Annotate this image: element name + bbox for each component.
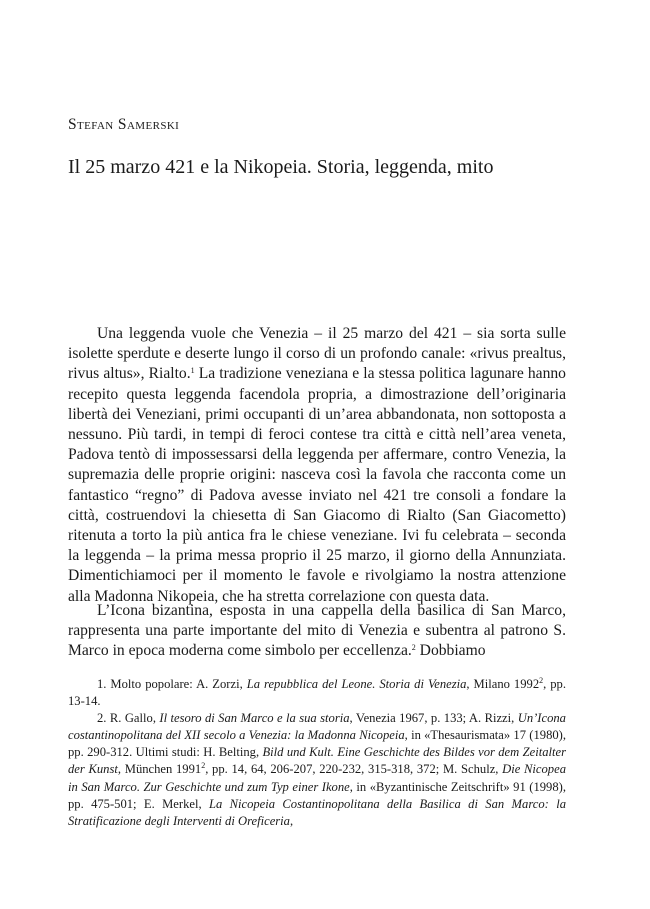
footnote-italic: Il tesoro di San Marco e la sua storia	[159, 711, 350, 726]
footnote-italic: La repubblica del Leone. Storia di Venezia	[246, 677, 467, 691]
footnote-text: 2. R. Gallo,	[97, 711, 160, 726]
footnote-2	[68, 710, 566, 830]
footnote-text: , in «Thesaurismata» 17 (1980), pp. 290-312. Ultimi studi: H. Belting,	[68, 728, 566, 760]
footnote-text: , Venezia 1967, p. 133; A. Rizzi,	[349, 711, 518, 726]
footnote-italic: Die Nicopea in San Marco. Zur Geschichte und zum Typ einer Ikone	[68, 762, 566, 794]
footnote-text: , in «Byzantinische Zeitschrift» 91 (1998), pp. 475-501; E. Merkel,	[68, 779, 566, 811]
footnotes	[68, 676, 566, 830]
body-paragraph-2	[68, 601, 566, 662]
footnote-text: , pp. 14, 64, 206-207, 220-232, 315-318, 372; M. Schulz,	[205, 762, 503, 777]
author-name: Stefan Samerski	[68, 116, 180, 133]
paragraph-text: La tradizione veneziana e la stessa politica lagunare hanno recepito questa leggenda facendola propria, a dimostrazione dell’originaria libertà dei Veneziani, primi occupanti di un’area abbandonata, non sottoposta a nessuno. Più tardi, in tempi di feroci contese tra città e città nell’area veneta, Padova tentò di impossessarsi della leggenda per affermare, contro Venezia, la supremazia delle proprie origini: nasceva così la favola che racconta come un fantastico “regno” di Padova avesse inviato nel 421 tre consoli a fondare la città, costruendovi la chiesetta di San Giacomo di Rialto (San Giacometto) ritenuta a torto la più antica fra le chiese veneziane. Ivi fu celebrata – seconda la leggenda – la prima messa proprio il 25 marzo, il giorno della Annunziata. Dimentichiamoci per il momento le favole e rivolgiamo la nostra attenzione alla Madonna Nikopeia, che ha stretta correlazione con questa data.	[68, 365, 566, 605]
footnote-text: , Milano 1992	[466, 677, 540, 691]
edition-superscript: 2	[539, 676, 544, 685]
footnote-text: , pp. 13-14.	[68, 677, 567, 709]
body-paragraph-1	[68, 324, 566, 607]
footnote-italic: Bild und Kult. Eine Geschichte des Bildes vor dem Zeitalter der Kunst	[68, 745, 566, 777]
paragraph-text: L’Icona bizantina, esposta in una cappella della basilica di San Marco, rappresenta una parte importante del mito di Venezia e subentra al patrono S. Marco in epoca moderna come simbolo per eccellenza.	[68, 602, 566, 660]
footnote-1	[68, 676, 566, 710]
footnote-italic: La Nicopeia Costantinopolitana della Basilica di San Marco: la Stratificazione degli Interventi di Oreficeria	[68, 796, 566, 828]
footnote-text: 1. Molto popolare: A. Zorzi,	[97, 677, 247, 691]
footnote-text: ,	[289, 813, 294, 828]
footnote-ref-1[interactable]: 1	[190, 366, 195, 376]
footnote-ref-2[interactable]: 2	[411, 643, 416, 653]
footnote-text: , München 1991	[117, 762, 202, 777]
article-title: Il 25 marzo 421 e la Nikopeia. Storia, leggenda, mito	[68, 156, 494, 178]
paragraph-text: Una leggenda vuole che Venezia – il 25 marzo del 421 – sia sorta sulle isolette sperdute e deserte lungo il corso di un profondo canale: «rivus prealtus, rivus altus», Rialto.	[68, 325, 566, 383]
edition-superscript: 2	[201, 761, 206, 771]
footnote-italic: Un’Icona costantinopolitana del XII secolo a Venezia: la Madonna Nicopeia	[68, 711, 566, 743]
paragraph-text: Dobbiamo	[415, 642, 486, 660]
